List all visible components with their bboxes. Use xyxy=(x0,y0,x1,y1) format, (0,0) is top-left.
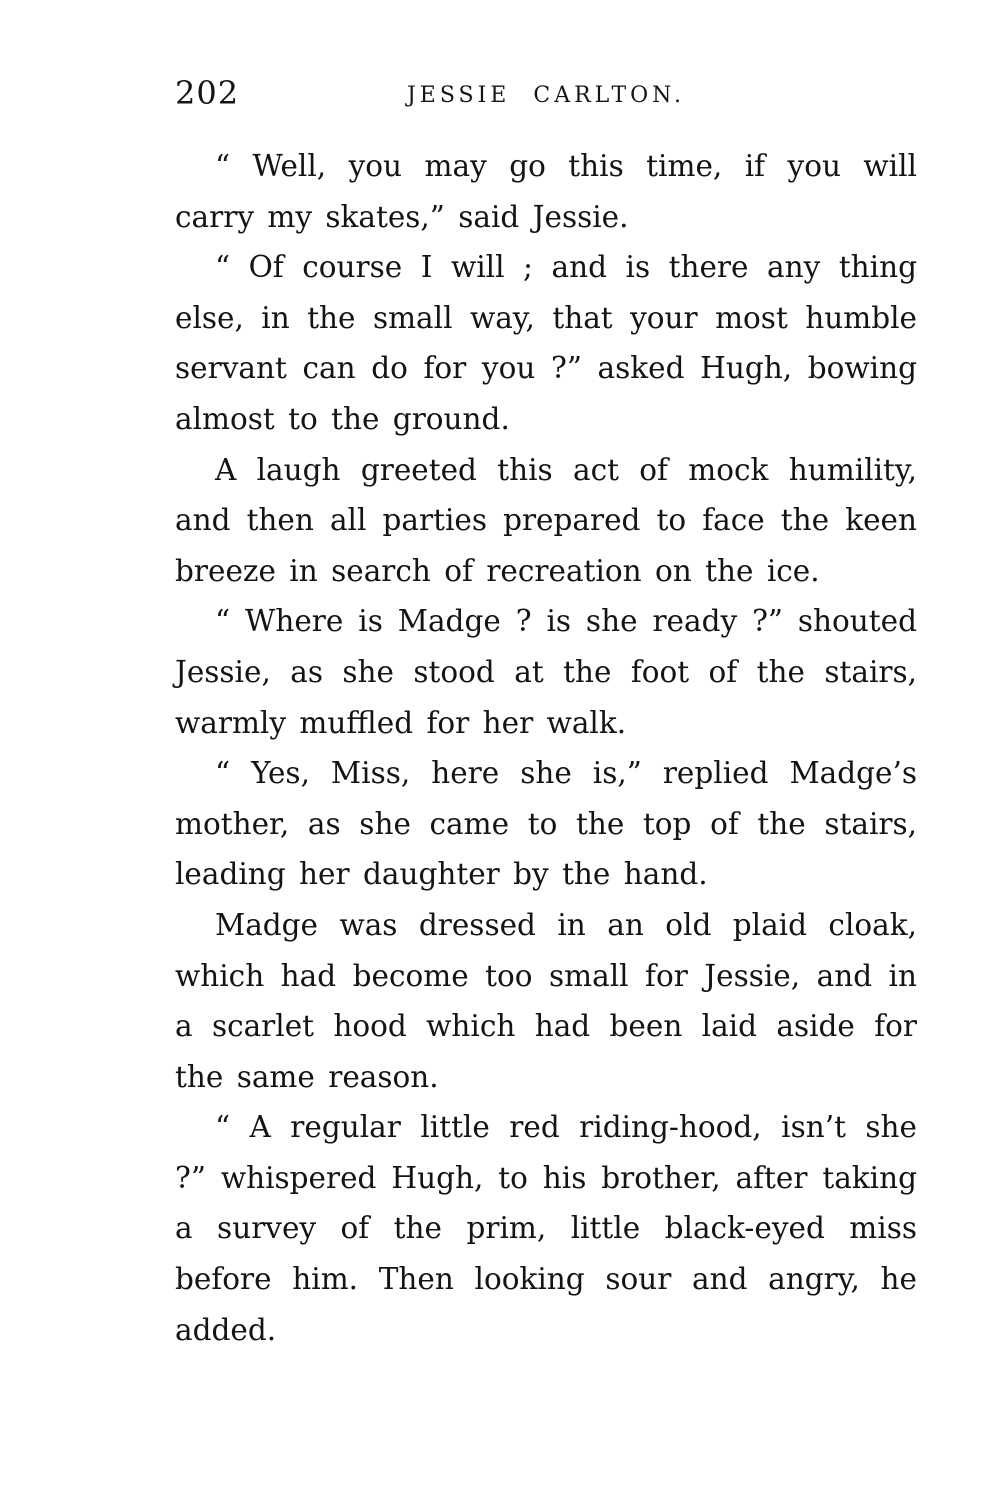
page-number: 202 xyxy=(175,74,240,112)
page-header xyxy=(175,74,917,118)
paragraph: Madge was dressed in an old plaid cloak, which had become too small for Jessie, and in a scarlet hood which had been laid aside for the same reason. xyxy=(175,907,917,1094)
page-body xyxy=(175,141,917,1355)
paragraph: A laugh greeted this act of mock humility, and then all parties prepared to face the keen breeze in search of recreation on the ice. xyxy=(175,452,917,588)
paragraph: “ A regular little red riding-hood, isn’t she ?” whispered Hugh, to his brother, after taking a survey of the prim, little black-eyed miss before him. Then looking sour and angry, he added. xyxy=(175,1110,917,1347)
paragraph: “ Of course I will ; and is there any thing else, in the small way, that your most humble servant can do for you ?” asked Hugh, bowing almost to the ground. xyxy=(175,250,917,436)
paragraph: “ Well, you may go this time, if you will carry my skates,” said Jessie. xyxy=(175,149,917,234)
running-title: JESSIE CARLTON. xyxy=(406,83,686,108)
paragraph: “ Where is Madge ? is she ready ?” shouted Jessie, as she stood at the foot of the stairs, warmly muffled for her walk. xyxy=(175,604,917,740)
paragraph: “ Yes, Miss, here she is,” replied Madge’s mother, as she came to the top of the stairs, leading her daughter by the hand. xyxy=(175,756,917,892)
